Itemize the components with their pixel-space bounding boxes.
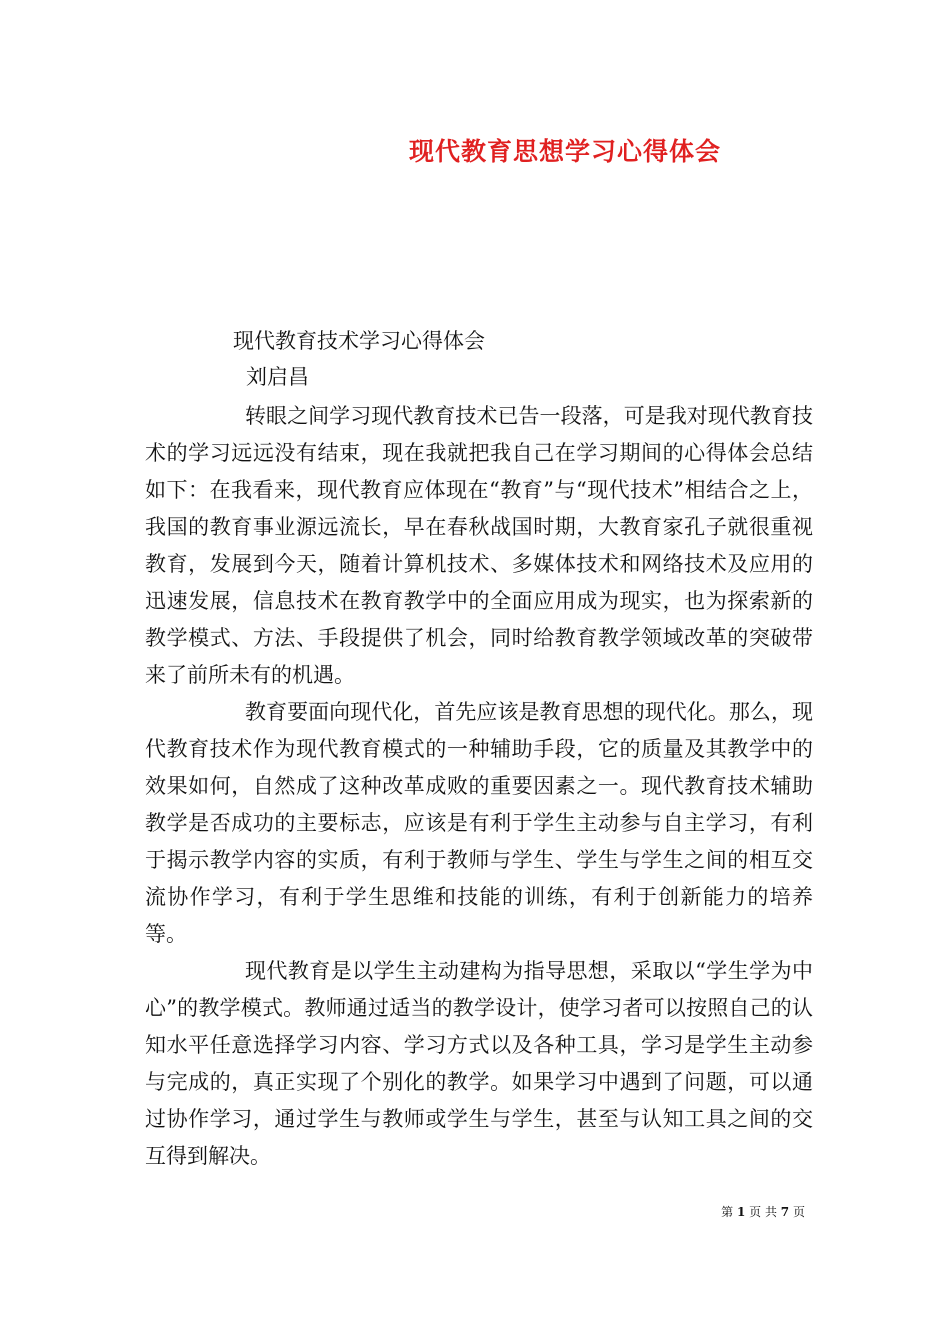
document-subtitle: 现代教育技术学习心得体会 — [233, 329, 485, 353]
footer-suffix: 页 — [792, 1205, 805, 1219]
paragraph: 转眼之间学习现代教育技术已告一段落，可是我对现代教育技术的学习远远没有结束，现在我就把我自己在学习期间的心得体会总结如下：在我看来，现代教育应体现在“教育”与“现代技术”相结合之上，我国的教育事业源远流长，早在春秋战国时期，大教育家孔子就很重视教育，发展到今天，随着计算机技术、多媒体技术和网络技术及应用的迅速发展，信息技术在教育教学中的全面应用成为现实，也为探索新的教学模式、方法、手段提供了机会，同时给教育教学领域改革的突破带来了前所未有的机遇。 — [145, 404, 813, 687]
footer-middle: 页 共 — [749, 1205, 777, 1219]
current-page-number: 1 — [736, 1205, 746, 1219]
paragraph: 现代教育是以学生主动建构为指导思想，采取以“学生学为中心”的教学模式。教师通过适当的教学设计，使学习者可以按照自己的认知水平任意选择学习内容、学习方式以及各种工具，学习是学生主动参与完成的，真正实现了个别化的教学。如果学习中遇到了问题，可以通过协作学习，通过学生与教师或学生与学生，甚至与认知工具之间的交互得到解决。 — [145, 959, 813, 1168]
total-pages-number: 7 — [780, 1205, 790, 1219]
footer-prefix: 第 — [721, 1205, 734, 1219]
document-title: 现代教育思想学习心得体会 — [408, 137, 721, 166]
page-footer — [721, 1203, 805, 1220]
paragraph: 教育要面向现代化，首先应该是教育思想的现代化。那么，现代教育技术作为现代教育模式的一种辅助手段，它的质量及其教学中的效果如何，自然成了这种改革成败的重要因素之一。现代教育技术辅助教学是否成功的主要标志，应该是有利于学生主动参与自主学习，有利于揭示教学内容的实质，有利于教师与学生、学生与学生之间的相互交流协作学习，有利于学生思维和技能的训练，有利于创新能力的培养等。 — [145, 700, 813, 946]
document-body — [145, 398, 813, 1175]
author-name: 刘启昌 — [246, 365, 309, 389]
